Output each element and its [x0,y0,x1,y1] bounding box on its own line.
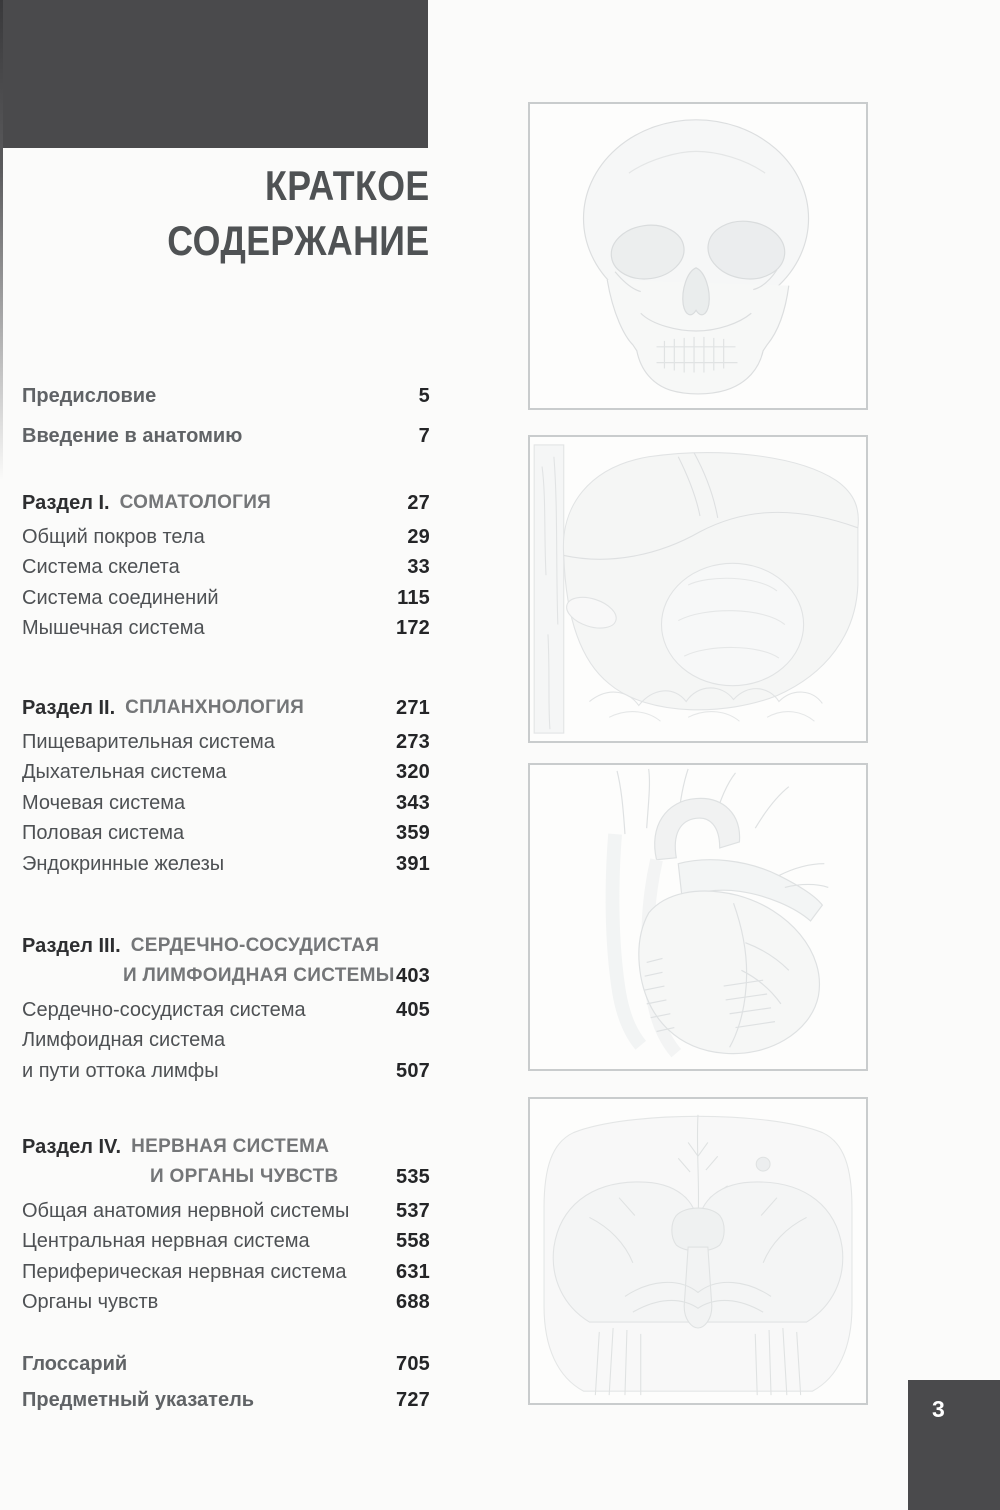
toc-entry-page: 705 [396,1352,430,1375]
toc-entry-label: Сердечно-сосудистая система [22,998,306,1021]
toc-entry-page: 359 [396,822,430,845]
toc-back-matter [22,1346,430,1418]
toc-entry-page: 405 [396,998,430,1021]
toc-entry-label: Общая анатомия нервной системы [22,1199,350,1222]
toc-entry [22,1288,430,1319]
brain-illustration [530,1099,866,1403]
toc-entry [22,522,430,553]
toc-entry-page: 5 [418,384,430,407]
toc-entry [22,995,430,1026]
toc-entry-label: Система соединений [22,586,219,609]
section-title-line2: И ОРГАНЫ ЧУВСТВ [150,1166,339,1187]
toc-entry [22,1346,430,1382]
toc-entry [22,727,430,758]
toc-entry-continuation [22,1056,430,1087]
toc-entry [22,1227,430,1258]
toc-entry-page: 7 [418,424,430,447]
toc-entry-page: 343 [396,791,430,814]
toc-entry-label: Общий покров тела [22,525,205,548]
toc-entry-label: Лимфоидная система [22,1029,226,1052]
toc-entry-page: 115 [397,586,430,609]
toc-entry [22,553,430,584]
table-of-contents [22,0,430,1510]
toc-entry-page: 631 [396,1260,430,1283]
toc-entry [22,1382,430,1418]
toc-front-matter [22,376,430,456]
chapter-list [22,1196,430,1318]
toc-entry-label: Предисловие [22,384,157,407]
toc-entry-label: Периферическая нервная система [22,1260,347,1283]
toc-entry [22,849,430,880]
illustration-frame-brain [528,1097,868,1405]
section-title: НЕРВНАЯ СИСТЕМА [131,1136,330,1157]
toc-entry-label: Дыхательная система [22,761,227,784]
toc-entry-page: 537 [396,1199,430,1222]
toc-entry-label: Центральная нервная система [22,1230,310,1253]
toc-entry-label: Мочевая система [22,791,186,814]
page-title-line2: СОДЕРЖАНИЕ [167,217,430,264]
toc-entry-label: Эндокринные железы [22,852,225,875]
section-title: СПЛАНХНОЛОГИЯ [125,697,305,718]
section-label: Раздел IV. [22,1135,122,1158]
toc-entry [22,376,430,416]
toc-section-1 [22,488,430,644]
section-label: Раздел II. [22,696,116,719]
page-edge-shadow [0,0,3,480]
toc-entry-label: Глоссарий [22,1352,128,1375]
toc-entry [22,758,430,789]
toc-entry-label: Предметный указатель [22,1388,255,1411]
toc-section-4 [22,1132,430,1318]
toc-entry-page: 29 [407,525,430,548]
section-title: СЕРДЕЧНО-СОСУДИСТАЯ [130,935,380,956]
toc-entry [22,1257,430,1288]
chapter-list [22,522,430,644]
toc-entry-label: Система скелета [22,556,180,579]
toc-entry-page: 507 [396,1059,430,1082]
toc-entry [22,788,430,819]
toc-entry-page: 33 [407,556,430,579]
toc-entry-page: 558 [396,1230,430,1253]
section-page: 271 [396,696,430,719]
section-heading [22,931,430,991]
toc-entry [22,614,430,645]
toc-entry-label: Органы чувств [22,1291,159,1314]
toc-section-2 [22,693,430,880]
section-page: 27 [407,491,430,514]
page-title-line1: КРАТКОЕ [265,162,430,209]
chapter-list [22,995,430,1087]
section-page: 535 [396,1165,430,1188]
heart-illustration [530,765,866,1069]
toc-entry-page: 273 [396,730,430,753]
section-heading [22,1132,430,1192]
chapter-list [22,727,430,880]
toc-entry-label: Введение в анатомию [22,424,243,447]
toc-entry [22,819,430,850]
toc-entry-label: Пищеварительная система [22,730,275,753]
toc-entry-page: 172 [396,617,430,640]
toc-entry [22,416,430,456]
toc-entry [22,1026,430,1057]
toc-entry-label: и пути оттока лимфы [22,1059,219,1082]
skull-illustration [530,104,866,408]
toc-entry-page: 320 [396,761,430,784]
section-title: СОМАТОЛОГИЯ [119,492,272,513]
toc-entry-page: 391 [396,852,430,875]
illustration-frame-heart [528,763,868,1071]
toc-entry [22,583,430,614]
page-number-box [908,1380,1000,1510]
page-number: 3 [932,1396,945,1422]
section-label: Раздел I. [22,491,110,514]
section-heading [22,693,430,723]
toc-entry-label: Половая система [22,822,185,845]
section-page: 403 [396,964,430,987]
toc-entry-page: 727 [396,1388,430,1411]
illustration-frame-liver [528,435,868,743]
toc-section-3 [22,931,430,1087]
toc-entry [22,1196,430,1227]
toc-entry-page: 688 [396,1291,430,1314]
section-label: Раздел III. [22,934,121,957]
illustration-frame-skull [528,102,868,410]
section-title-line2: И ЛИМФОИДНАЯ СИСТЕМЫ [123,965,395,986]
section-heading [22,488,430,518]
liver-illustration [530,437,866,741]
toc-entry-label: Мышечная система [22,617,205,640]
